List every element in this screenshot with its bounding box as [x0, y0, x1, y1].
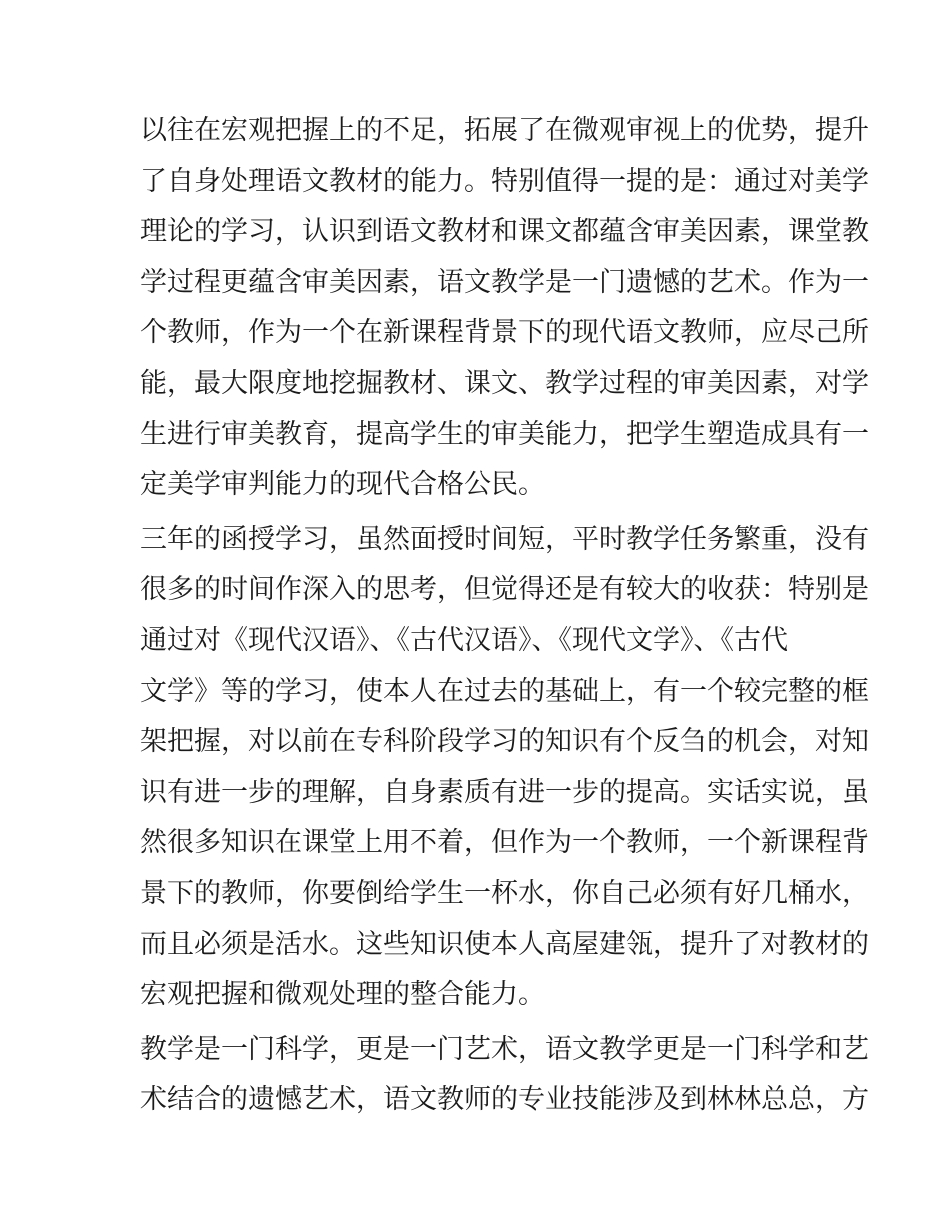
text-line: 定美学审判能力的现代合格公民。	[140, 469, 545, 501]
text-line: 文学》等的学习，使本人在过去的基础上，有一个较完整的框	[140, 675, 869, 707]
text-line: 教学是一门科学，更是一门艺术，语文教学更是一门科学和艺	[140, 1033, 869, 1065]
text-line: 很多的时间作深入的思考，但觉得还是有较大的收获：特别是	[140, 574, 869, 606]
text-line: 了自身处理语文教材的能力。特别值得一提的是：通过对美学	[140, 165, 869, 197]
text-line: 通过对《现代汉语》、《古代汉语》、《现代文学》、《古代	[140, 624, 788, 656]
text-line: 学过程更蕴含审美因素，语文教学是一门遗憾的艺术。作为一	[140, 266, 869, 298]
text-line: 宏观把握和微观处理的整合能力。	[140, 979, 545, 1011]
text-line: 生进行审美教育，提高学生的审美能力，把学生塑造成具有一	[140, 418, 869, 450]
text-line: 术结合的遗憾艺术，语文教师的专业技能涉及到林林总总，方	[140, 1084, 869, 1116]
text-line: 景下的教师，你要倒给学生一杯水，你自己必须有好几桶水，	[140, 877, 869, 909]
text-line: 能，最大限度地挖掘教材、课文、教学过程的审美因素，对学	[140, 367, 869, 399]
text-line: 理论的学习，认识到语文教材和课文都蕴含审美因素，课堂教	[140, 216, 869, 248]
text-line: 而且必须是活水。这些知识使本人高屋建瓴，提升了对教材的	[140, 928, 869, 960]
text-line: 三年的函授学习，虽然面授时间短，平时教学任务繁重，没有	[140, 523, 869, 555]
text-line: 架把握，对以前在专科阶段学习的知识有个反刍的机会，对知	[140, 726, 869, 758]
text-line: 然很多知识在课堂上用不着，但作为一个教师，一个新课程背	[140, 827, 869, 859]
text-line: 个教师，作为一个在新课程背景下的现代语文教师，应尽己所	[140, 317, 869, 349]
paragraph-2	[140, 515, 869, 1021]
text-line: 以往在宏观把握上的不足，拓展了在微观审视上的优势，提升	[140, 115, 869, 146]
paragraph-3	[140, 1025, 869, 1126]
paragraph-1	[140, 106, 869, 511]
text-line: 识有进一步的理解，自身素质有进一步的提高。实话实说，虽	[140, 776, 869, 808]
document-body	[140, 106, 869, 1130]
